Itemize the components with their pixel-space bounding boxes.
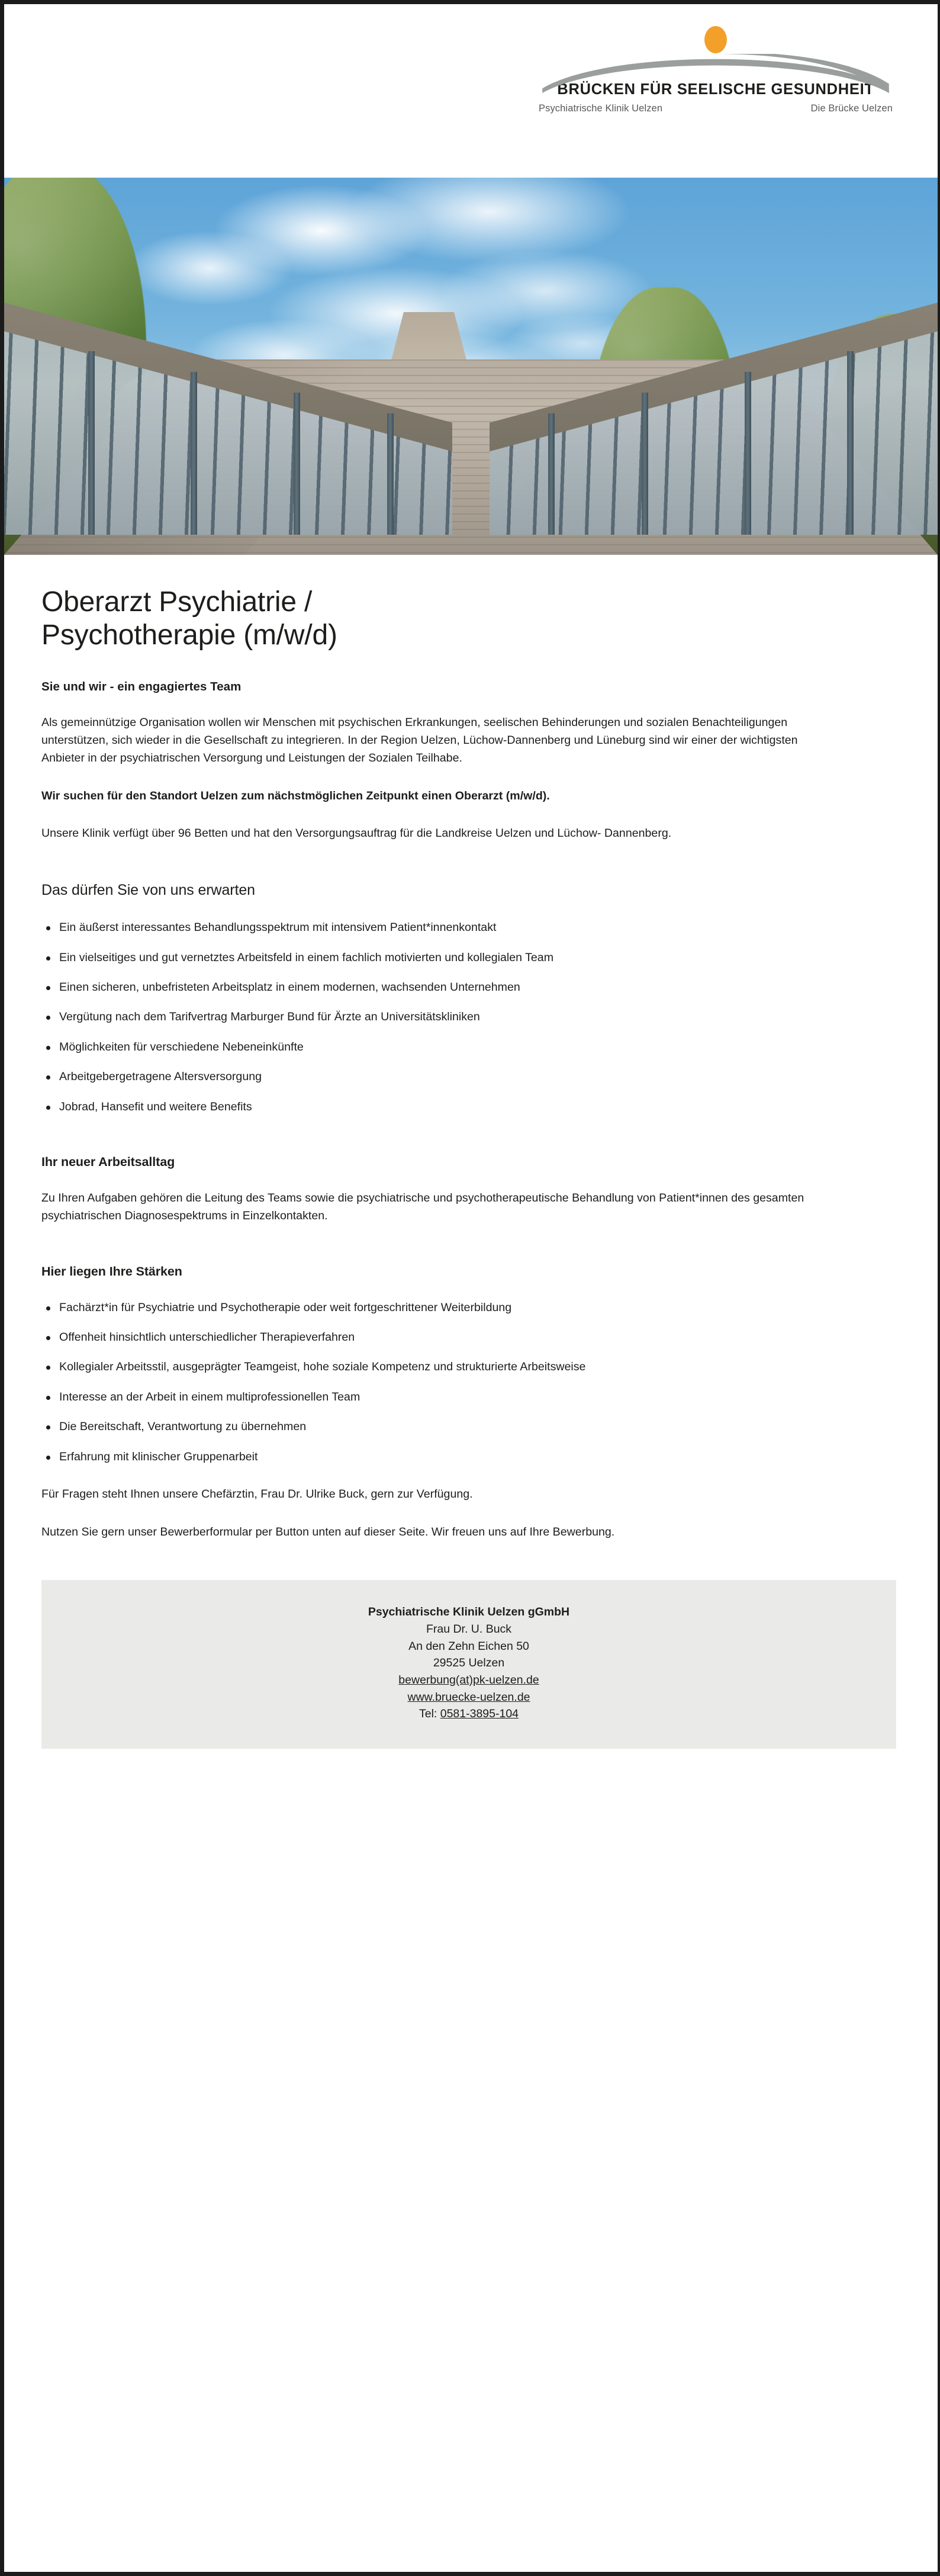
logo-subtitles <box>535 98 896 114</box>
section-heading-benefits: Das dürfen Sie von uns erwarten <box>41 882 255 899</box>
daily-work-paragraph: Zu Ihren Aufgaben gehören die Leitung des Teams sowie die psychiatrische und psychotherapeutische Behandlung von Patient*innen des gesamten psychiatrischen Diagnosespektrums in Einzelkontakten. <box>41 1191 804 1222</box>
list-item: Interesse an der Arbeit in einem multiprofessionellen Team <box>41 1389 870 1406</box>
list-item: Jobrad, Hansefit und weitere Benefits <box>41 1099 870 1116</box>
list-item: Die Bereitschaft, Verantwortung zu übernehmen <box>41 1418 870 1435</box>
railing-panel <box>4 274 452 535</box>
job-description-body <box>4 586 938 1541</box>
list-item: Ein äußerst interessantes Behandlungsspektrum mit intensivem Patient*innenkontakt <box>41 919 870 936</box>
contact-website-line <box>53 1689 884 1706</box>
footbridge <box>4 178 938 555</box>
railing-post <box>847 351 854 535</box>
page-title: Oberarzt Psychiatrie / Psychotherapie (m/w/d) <box>41 586 337 651</box>
contact-paragraph: Für Fragen steht Ihnen unsere Chefärztin, Frau Dr. Ulrike Buck, gern zur Verfügung. <box>41 1487 473 1501</box>
logo-bridge-icon <box>535 17 896 81</box>
contact-phone-line <box>53 1705 884 1723</box>
logo-arc-icon <box>535 54 896 95</box>
logo-subtitle-left: Psychiatrische Klinik Uelzen <box>539 103 663 114</box>
page-header <box>4 4 938 178</box>
list-item: Möglichkeiten für verschiedene Nebeneinkünfte <box>41 1039 870 1056</box>
railing-post <box>548 413 555 535</box>
section-heading-daily-work: Ihr neuer Arbeitsalltag <box>41 1154 175 1169</box>
footer-wrapper <box>4 1580 938 1794</box>
logo-subtitle-right: Die Brücke Uelzen <box>810 103 893 114</box>
contact-email-link[interactable]: bewerbung(at)pk-uelzen.de <box>398 1674 539 1687</box>
list-item: Ein vielseitiges und gut vernetztes Arbeitsfeld in einem fachlich motivierten und kollegialen Team <box>41 949 870 966</box>
company-logo <box>535 4 896 114</box>
lede-heading: Sie und wir - ein engagiertes Team <box>41 680 242 694</box>
contact-website-link[interactable]: www.bruecke-uelzen.de <box>407 1690 530 1704</box>
contact-phone-link[interactable]: 0581-3895-104 <box>440 1707 519 1721</box>
vacancy-paragraph: Wir suchen für den Standort Uelzen zum nächstmöglichen Zeitpunkt einen Oberarzt (m/w/d). <box>41 789 550 802</box>
list-item: Erfahrung mit klinischer Gruppenarbeit <box>41 1448 870 1466</box>
apply-paragraph: Nutzen Sie gern unser Bewerberformular per Button unten auf dieser Seite. Wir freuen uns auf Ihre Bewerbung. <box>41 1525 615 1538</box>
railing-post <box>745 372 751 535</box>
contact-email-line <box>53 1672 884 1689</box>
bridge-railing-left <box>4 274 452 535</box>
contact-box <box>41 1580 896 1749</box>
logo-sun-icon <box>704 26 727 53</box>
bridge-railing-right <box>490 274 938 535</box>
clinic-paragraph: Unsere Klinik verfügt über 96 Betten und hat den Versorgungsauftrag für die Landkreise Uelzen und Lüchow- Dannenberg. <box>41 827 672 840</box>
railing-panel <box>490 274 938 535</box>
railing-post <box>191 372 197 535</box>
list-item: Fachärzt*in für Psychiatrie und Psychotherapie oder weit fortgeschrittener Weiterbildung <box>41 1299 870 1316</box>
railing-post <box>294 393 300 535</box>
list-item: Offenheit hinsichtlich unterschiedlicher Therapieverfahren <box>41 1329 870 1346</box>
list-item: Arbeitgebergetragene Altersversorgung <box>41 1068 870 1085</box>
hero-image <box>4 178 938 555</box>
railing-post <box>88 351 95 535</box>
intro-paragraph: Als gemeinnützige Organisation wollen wir Menschen mit psychischen Erkrankungen, seelischen Behinderungen und sozialen Benachteiligungen unterstützen, sich wieder in die Gesellschaft zu integrieren. In der Region Uelzen, Lüchow-Dannenberg und Lüneburg sind wir einer der wichtigsten Anbieter in der psychiatrischen Versorgung und Leistungen der Sozialen Teilhabe. <box>41 716 798 765</box>
list-item: Kollegialer Arbeitsstil, ausgeprägter Teamgeist, hohe soziale Kompetenz und strukturierte Arbeitsweise <box>41 1358 870 1376</box>
contact-phone-label: Tel: <box>419 1707 440 1721</box>
contact-person: Frau Dr. U. Buck <box>426 1623 512 1636</box>
railing-post <box>642 393 648 535</box>
railing-post <box>387 413 394 535</box>
strengths-list <box>41 1299 870 1466</box>
section-heading-strengths: Hier liegen Ihre Stärken <box>41 1264 182 1279</box>
contact-street: An den Zehn Eichen 50 <box>408 1639 529 1653</box>
list-item: Vergütung nach dem Tarifvertrag Marburger Bund für Ärzte an Universitätskliniken <box>41 1008 870 1026</box>
list-item: Einen sicheren, unbefristeten Arbeitsplatz in einem modernen, wachsenden Unternehmen <box>41 979 870 996</box>
contact-city: 29525 Uelzen <box>433 1656 505 1670</box>
logo-title: BRÜCKEN FÜR SEELISCHE GESUNDHEIT <box>557 81 874 98</box>
benefits-list <box>41 919 870 1116</box>
contact-company: Psychiatrische Klinik Uelzen gGmbH <box>368 1605 570 1619</box>
